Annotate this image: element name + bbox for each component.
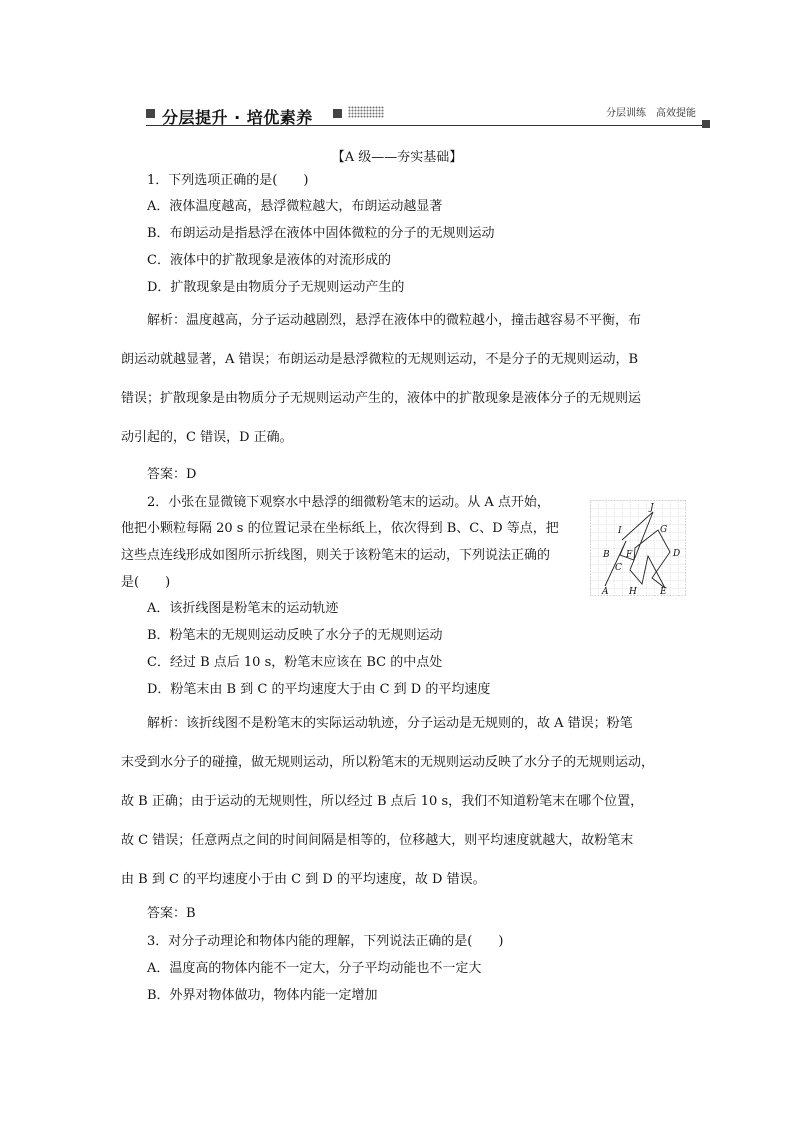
question-1-analysis-line: 朗运动就越显著，A 错误；布朗运动是悬浮微粒的无规则运动，不是分子的无规则运动，B: [121, 352, 639, 367]
level-title: 【A 级——夯实基础】: [331, 150, 463, 165]
point-label-i: I: [618, 526, 622, 536]
question-2-analysis-line: 故 C 错误；任意两点之间的时间间隔是相等的，位移越大，则平均速度就越大，故粉笔末: [121, 833, 634, 848]
point-label-d: D: [673, 549, 681, 559]
question-3-stem: 3．对分子动理论和物体内能的理解，下列说法正确的是( ): [147, 934, 504, 949]
point-label-e: E: [660, 587, 667, 596]
question-3-option-b: B．外界对物体做功，物体内能一定增加: [147, 988, 378, 1003]
question-2-option-c: C．经过 B 点后 10 s，粉笔末应该在 BC 的中点处: [147, 655, 443, 670]
grid-background: [590, 500, 686, 596]
question-2-answer: 答案：B: [147, 906, 196, 921]
question-1-analysis-line: 错误；扩散现象是由物质分子无规则运动产生的，液体中的扩散现象是液体分子的无规则运: [121, 391, 642, 406]
question-1-analysis-line: 动引起的，C 错误，D 正确。: [121, 430, 293, 445]
question-2-analysis-line: 末受到水分子的碰撞，做无规则运动，所以粉笔末的无规则运动反映了水分子的无规则运动，: [121, 755, 655, 770]
question-2-stem-line: 2．小张在显微镜下观察水中悬浮的细微粉笔末的运动。从 A 点开始，: [147, 495, 550, 510]
question-1-option-c: C．液体中的扩散现象是液体的对流形成的: [147, 253, 391, 268]
dot-pattern-decoration: [348, 106, 384, 118]
question-1-analysis-line: 解析：温度越高，分子运动越剧烈，悬浮在液体中的微粒越小，撞击越容易不平衡，布: [147, 313, 642, 328]
point-label-f: F: [626, 550, 633, 560]
point-label-b: B: [603, 550, 610, 560]
question-2-stem-line: 是( ): [121, 575, 171, 590]
point-label-a: A: [602, 587, 609, 596]
section-header: [146, 104, 710, 128]
section-title: 分层提升 · 培优素养: [162, 108, 313, 127]
square-bullet-icon: [146, 109, 155, 118]
question-1-answer: 答案：D: [147, 467, 197, 482]
square-end-icon: [702, 120, 710, 128]
question-2-analysis-line: 解析：该折线图不是粉笔末的实际运动轨迹，分子运动是无规则的，故 A 错误；粉笔: [147, 716, 633, 731]
square-bullet-icon: [333, 109, 342, 118]
point-label-g: G: [660, 525, 668, 535]
question-1-option-a: A．液体温度越高，悬浮微粒越大，布朗运动越显著: [147, 199, 443, 214]
point-label-h: H: [629, 587, 637, 596]
header-tagline: 分层训练 高效提能: [606, 108, 696, 119]
question-3-option-a: A．温度高的物体内能不一定大，分子平均动能也不一定大: [147, 961, 482, 976]
question-1-stem: 1．下列选项正确的是( ): [147, 173, 309, 188]
question-1-option-d: D．扩散现象是由物质分子无规则运动产生的: [147, 280, 405, 295]
question-2-analysis-line: 由 B 到 C 的平均速度小于由 C 到 D 的平均速度，故 D 错误。: [121, 872, 486, 887]
question-2-option-a: A．该折线图是粉笔末的运动轨迹: [147, 601, 339, 616]
question-2-analysis-line: 故 B 正确；由于运动的无规则性，所以经过 B 点后 10 s，我们不知道粉笔末在哪个位置，: [121, 794, 644, 809]
question-2-stem-line: 他把小颗粒每隔 20 s 的位置记录在坐标纸上，依次得到 B、C、D 等点，把: [121, 521, 559, 536]
question-2-option-d: D．粉笔末由 B 到 C 的平均速度大于由 C 到 D 的平均速度: [147, 682, 491, 697]
question-1-option-b: B．布朗运动是指悬浮在液体中固体微粒的分子的无规则运动: [147, 226, 495, 241]
question-2-option-b: B．粉笔末的无规则运动反映了水分子的无规则运动: [147, 628, 443, 643]
brownian-motion-figure: [590, 500, 686, 596]
point-label-j: J: [650, 503, 654, 513]
point-label-c: C: [615, 563, 622, 573]
header-rule: [146, 125, 702, 126]
question-2-stem-line: 这些点连线形成如图所示折线图，则关于该粉笔末的运动，下列说法正确的: [121, 548, 551, 563]
